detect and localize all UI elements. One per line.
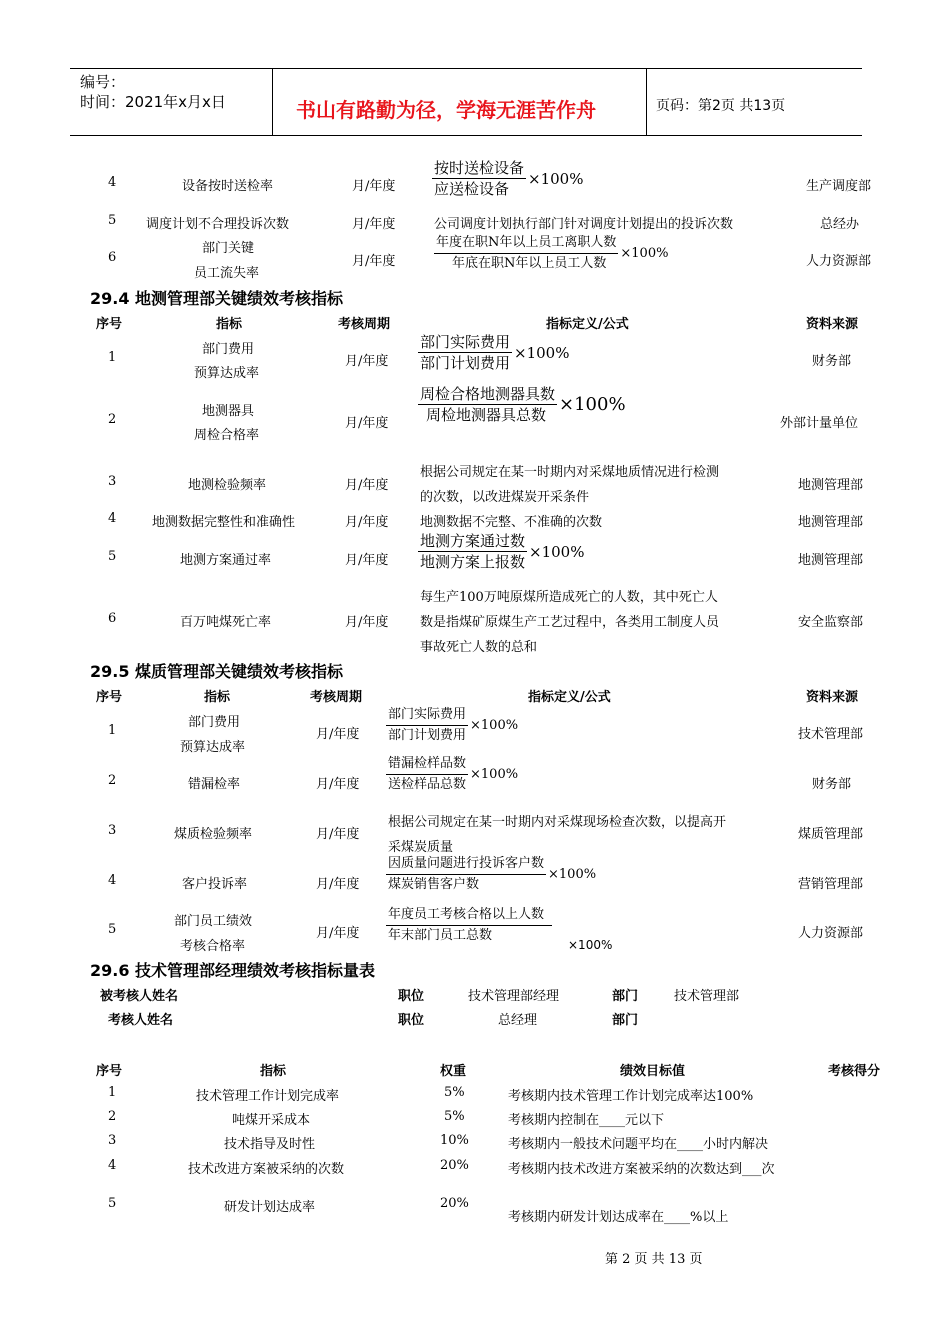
indicator-definition: 采煤炭质量 <box>388 840 454 855</box>
indicator-definition: 事故死亡人数的总和 <box>420 640 538 655</box>
weight: 10% <box>440 1133 469 1148</box>
performance-target: 考核期内技术改进方案被采纳的次数达到___次 <box>508 1162 775 1177</box>
page-footer: 第 2 页 共 13 页 <box>605 1252 703 1267</box>
indicator-definition: 数是指煤矿原煤生产工艺过程中，各类用工制度人员 <box>420 615 720 630</box>
header-top-rule <box>70 68 862 69</box>
column-header: 序号 <box>96 317 123 332</box>
row-number: 1 <box>108 723 117 738</box>
indicator-name: 考核合格率 <box>180 939 246 954</box>
assessment-period: 月/年度 <box>352 217 396 232</box>
performance-target: 考核期内研发计划达成率在____%以上 <box>508 1210 729 1225</box>
indicator-name: 周检合格率 <box>194 428 260 443</box>
section-title: 29.5 煤质管理部关键绩效考核指标 <box>90 662 344 681</box>
row-number: 1 <box>108 1085 117 1100</box>
row-number: 3 <box>108 474 117 489</box>
indicator-definition: 根据公司规定在某一时期内对采煤现场检查次数，以提高开 <box>388 815 727 830</box>
indicator-name: 地测检验频率 <box>188 478 267 493</box>
row-number: 4 <box>108 175 117 190</box>
page-indicator: 页码：第2页 共13页 <box>656 98 786 114</box>
section-title: 29.4 地测管理部关键绩效考核指标 <box>90 289 344 308</box>
indicator-definition: 根据公司规定在某一时期内对采煤地质情况进行检测 <box>420 465 720 480</box>
column-header: 资料来源 <box>806 690 859 705</box>
indicator-name: 百万吨煤死亡率 <box>180 615 272 630</box>
data-source: 安全监察部 <box>798 615 864 630</box>
indicator-name: 地测数据完整性和准确性 <box>152 515 296 530</box>
row-number: 5 <box>108 1196 117 1211</box>
indicator-name: 地测方案通过率 <box>180 553 272 568</box>
position-value: 总经理 <box>498 1013 538 1028</box>
assessment-period: 月/年度 <box>345 515 389 530</box>
formula: $\frac{\text{因质量问题进行投诉客户数}}{\text{煤炭销售客户数}}$ ×100% <box>388 856 597 892</box>
indicator-definition: 每生产100万吨原煤所造成死亡的人数，其中死亡人 <box>420 590 718 605</box>
data-source: 技术管理部 <box>798 727 864 742</box>
assessee-label: 被考核人姓名 <box>100 989 179 1004</box>
column-header: 指标定义/公式 <box>528 690 611 705</box>
column-header: 指标 <box>204 690 231 705</box>
department-label: 部门 <box>612 1013 639 1028</box>
serial-label: 编号： <box>80 73 126 91</box>
assessment-period: 月/年度 <box>345 354 389 369</box>
assessment-period: 月/年度 <box>352 254 396 269</box>
row-number: 5 <box>108 213 117 228</box>
data-source: 煤质管理部 <box>798 827 864 842</box>
indicator-name: 吨煤开采成本 <box>232 1113 311 1128</box>
indicator-name: 部门费用 <box>202 342 255 357</box>
indicator-definition: 公司调度计划执行部门针对调度计划提出的投诉次数 <box>434 217 734 232</box>
row-number: 2 <box>108 412 117 427</box>
formula-multiplier: ×100% <box>568 938 613 952</box>
data-source: 人力资源部 <box>806 254 872 269</box>
performance-target: 考核期内技术管理工作计划完成率达100% <box>508 1089 754 1104</box>
weight: 20% <box>440 1196 469 1211</box>
data-source: 外部计量单位 <box>780 416 859 431</box>
indicator-name: 地测器具 <box>202 404 255 419</box>
indicator-name: 研发计划达成率 <box>224 1200 316 1215</box>
row-number: 3 <box>108 1133 117 1148</box>
performance-target: 考核期内控制在____元以下 <box>508 1113 665 1128</box>
assessment-period: 月/年度 <box>352 179 396 194</box>
department-label: 部门 <box>612 989 639 1004</box>
indicator-name: 客户投诉率 <box>182 877 248 892</box>
indicator-name: 部门员工绩效 <box>174 914 253 929</box>
indicator-name: 调度计划不合理投诉次数 <box>146 217 290 232</box>
row-number: 2 <box>108 1109 117 1124</box>
column-header: 绩效目标值 <box>620 1064 686 1079</box>
formula: $\frac{\text{地测方案通过数}}{\text{地测方案上报数}}$ ×100% <box>420 532 585 571</box>
column-header: 资料来源 <box>806 317 859 332</box>
indicator-name: 预算达成率 <box>180 740 246 755</box>
data-source: 地测管理部 <box>798 553 864 568</box>
formula: $\frac{\text{年度在职N年以上员工离职人数}}{\text{年底在职N年以上员工人数}}$ ×100% <box>436 235 669 271</box>
data-source: 营销管理部 <box>798 877 864 892</box>
indicator-name: 部门关键 <box>202 241 255 256</box>
indicator-name: 煤质检验频率 <box>174 827 253 842</box>
indicator-name: 预算达成率 <box>194 366 260 381</box>
column-header: 指标 <box>260 1064 287 1079</box>
row-number: 6 <box>108 611 117 626</box>
position-value: 技术管理部经理 <box>468 989 560 1004</box>
column-header: 序号 <box>96 690 123 705</box>
assessment-period: 月/年度 <box>316 926 360 941</box>
assessment-period: 月/年度 <box>345 478 389 493</box>
column-header: 权重 <box>440 1064 467 1079</box>
row-number: 5 <box>108 922 117 937</box>
row-number: 1 <box>108 350 117 365</box>
formula: $\frac{\text{周检合格地测器具数}}{\text{周检地测器具总数}}$ ×100% <box>420 385 626 424</box>
weight: 20% <box>440 1158 469 1173</box>
data-source: 地测管理部 <box>798 478 864 493</box>
position-label: 职位 <box>398 1013 425 1028</box>
formula: $\frac{\text{部门实际费用}}{\text{部门计划费用}}$ ×100% <box>388 707 519 743</box>
data-source: 财务部 <box>812 777 852 792</box>
row-number: 6 <box>108 250 117 265</box>
department-value: 技术管理部 <box>674 989 740 1004</box>
indicator-definition: 的次数，以改进煤炭开采条件 <box>420 490 590 505</box>
indicator-name: 部门费用 <box>188 715 241 730</box>
assessment-period: 月/年度 <box>316 877 360 892</box>
header-divider <box>646 68 647 135</box>
column-header: 序号 <box>96 1064 123 1079</box>
header-divider <box>272 68 273 135</box>
assessment-period: 月/年度 <box>316 777 360 792</box>
assessment-period: 月/年度 <box>316 827 360 842</box>
row-number: 2 <box>108 773 117 788</box>
data-source: 财务部 <box>812 354 852 369</box>
weight: 5% <box>444 1085 465 1100</box>
formula: $\frac{\text{按时送检设备}}{\text{应送检设备}}$ ×100% <box>434 159 584 198</box>
column-header: 考核得分 <box>828 1064 881 1079</box>
formula: $\frac{\text{年度员工考核合格以上人数}}{\text{年末部门员工总数}}$ <box>386 905 552 946</box>
assessment-period: 月/年度 <box>316 727 360 742</box>
time-label: 时间：2021年x月x日 <box>80 93 226 111</box>
assessment-period: 月/年度 <box>345 416 389 431</box>
indicator-name: 技术改进方案被采纳的次数 <box>188 1162 345 1177</box>
section-title: 29.6 技术管理部经理绩效考核指标量表 <box>90 961 376 980</box>
data-source: 地测管理部 <box>798 515 864 530</box>
indicator-name: 错漏检率 <box>188 777 241 792</box>
assessment-period: 月/年度 <box>345 615 389 630</box>
data-source: 人力资源部 <box>798 926 864 941</box>
row-number: 5 <box>108 549 117 564</box>
column-header: 指标定义/公式 <box>546 317 629 332</box>
data-source: 生产调度部 <box>806 179 872 194</box>
indicator-definition: 地测数据不完整、不准确的次数 <box>420 515 603 530</box>
column-header: 考核周期 <box>338 317 391 332</box>
row-number: 4 <box>108 1158 117 1173</box>
column-header: 考核周期 <box>310 690 363 705</box>
formula: $\frac{\text{部门实际费用}}{\text{部门计划费用}}$ ×100% <box>420 333 570 372</box>
indicator-name: 设备按时送检率 <box>182 179 274 194</box>
header-motto: 书山有路勤为径，学海无涯苦作舟 <box>296 98 596 122</box>
data-source: 总经办 <box>820 217 860 232</box>
indicator-name: 技术指导及时性 <box>224 1137 316 1152</box>
position-label: 职位 <box>398 989 425 1004</box>
weight: 5% <box>444 1109 465 1124</box>
performance-target: 考核期内一般技术问题平均在____小时内解决 <box>508 1137 769 1152</box>
column-header: 指标 <box>216 317 243 332</box>
header-bottom-rule <box>70 135 862 136</box>
formula: $\frac{\text{错漏检样品数}}{\text{送检样品总数}}$ ×100% <box>388 756 519 792</box>
row-number: 4 <box>108 873 117 888</box>
indicator-name: 技术管理工作计划完成率 <box>196 1089 340 1104</box>
assessment-period: 月/年度 <box>345 553 389 568</box>
indicator-name: 员工流失率 <box>194 266 260 281</box>
assessor-label: 考核人姓名 <box>108 1013 174 1028</box>
row-number: 4 <box>108 511 117 526</box>
row-number: 3 <box>108 823 117 838</box>
